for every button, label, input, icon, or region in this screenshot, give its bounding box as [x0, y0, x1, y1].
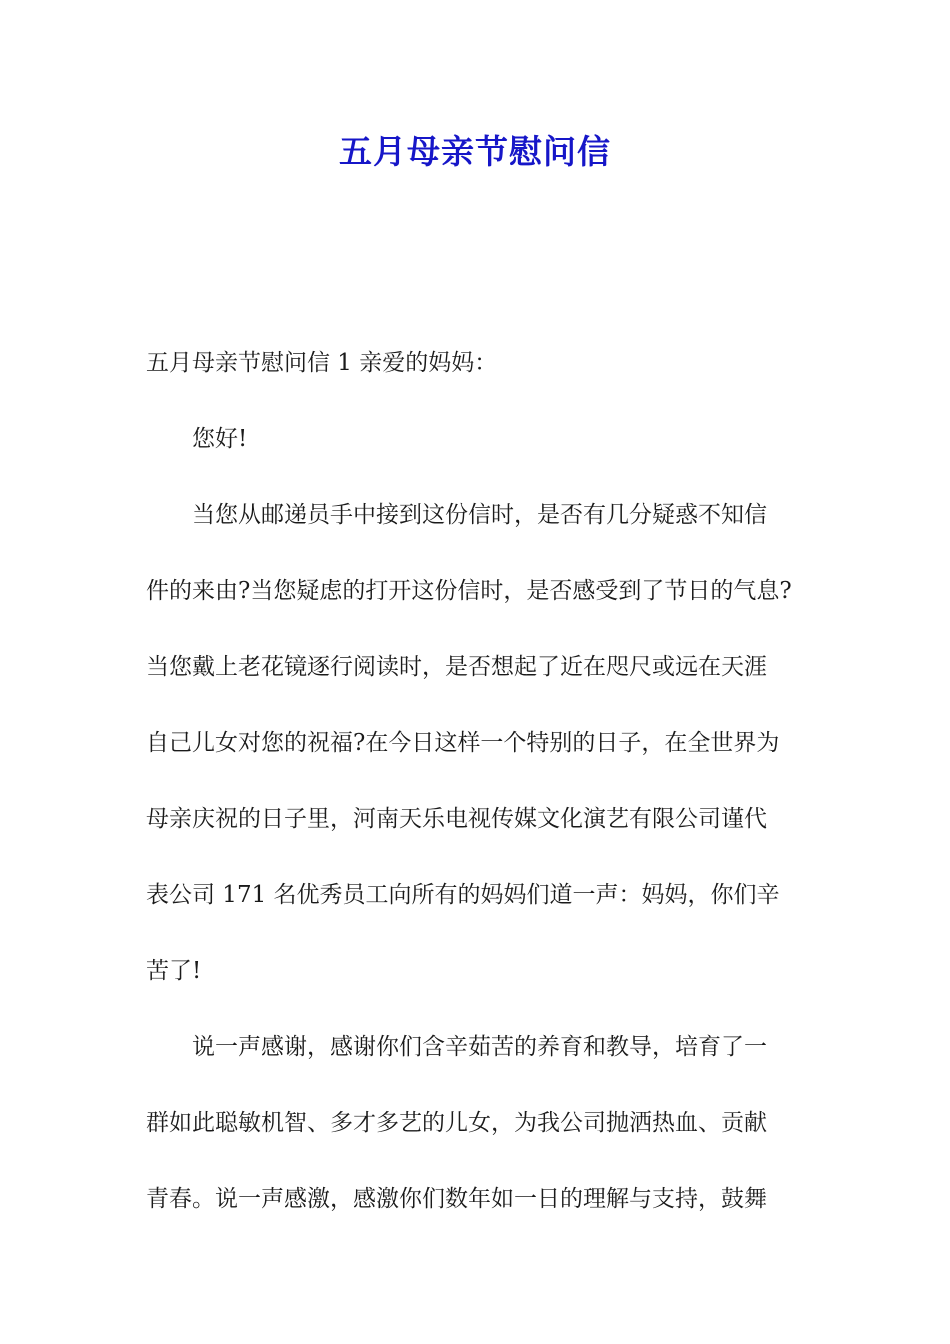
paragraph-gap	[146, 1000, 811, 1019]
paragraph-gap	[146, 468, 811, 487]
paragraph-2-line-3: 青春。说一声感激，感激你们数年如一日的理解与支持，鼓舞	[146, 1186, 767, 1212]
paragraph-1-line-2: 件的来由?当您疑虑的打开这份信时，是否感受到了节日的气息?	[146, 578, 792, 604]
paragraph-1-line-1: 当您从邮递员手中接到这份信时，是否有几分疑惑不知信	[192, 502, 767, 528]
line-gap	[146, 924, 811, 943]
letter-body	[146, 335, 811, 1228]
line-gap	[146, 620, 811, 639]
paragraph-1-line-3: 当您戴上老花镜逐行阅读时，是否想起了近在咫尺或远在天涯	[146, 654, 767, 680]
paragraph-gap	[146, 392, 811, 411]
line-gap	[146, 696, 811, 715]
salutation-line: 五月母亲节慰问信 1 亲爱的妈妈：	[146, 350, 498, 376]
paragraph-2-line-2: 群如此聪敏机智、多才多艺的儿女，为我公司抛洒热血、贡献	[146, 1110, 767, 1136]
document-title: 五月母亲节慰问信	[339, 132, 611, 171]
line-gap	[146, 848, 811, 867]
paragraph-1-line-4: 自己儿女对您的祝福?在今日这样一个特别的日子，在全世界为	[146, 730, 780, 756]
line-gap	[146, 544, 811, 563]
line-gap	[146, 1076, 811, 1095]
line-gap	[146, 1152, 811, 1171]
greeting-line: 您好!	[192, 426, 248, 452]
paragraph-1-line-7: 苦了!	[146, 958, 202, 984]
paragraph-2-line-1: 说一声感谢，感谢你们含辛茹苦的养育和教导，培育了一	[192, 1034, 767, 1060]
paragraph-1-line-5: 母亲庆祝的日子里，河南天乐电视传媒文化演艺有限公司谨代	[146, 806, 767, 832]
line-gap	[146, 772, 811, 791]
paragraph-1-line-6: 表公司 171 名优秀员工向所有的妈妈们道一声：妈妈，你们辛	[146, 882, 780, 908]
